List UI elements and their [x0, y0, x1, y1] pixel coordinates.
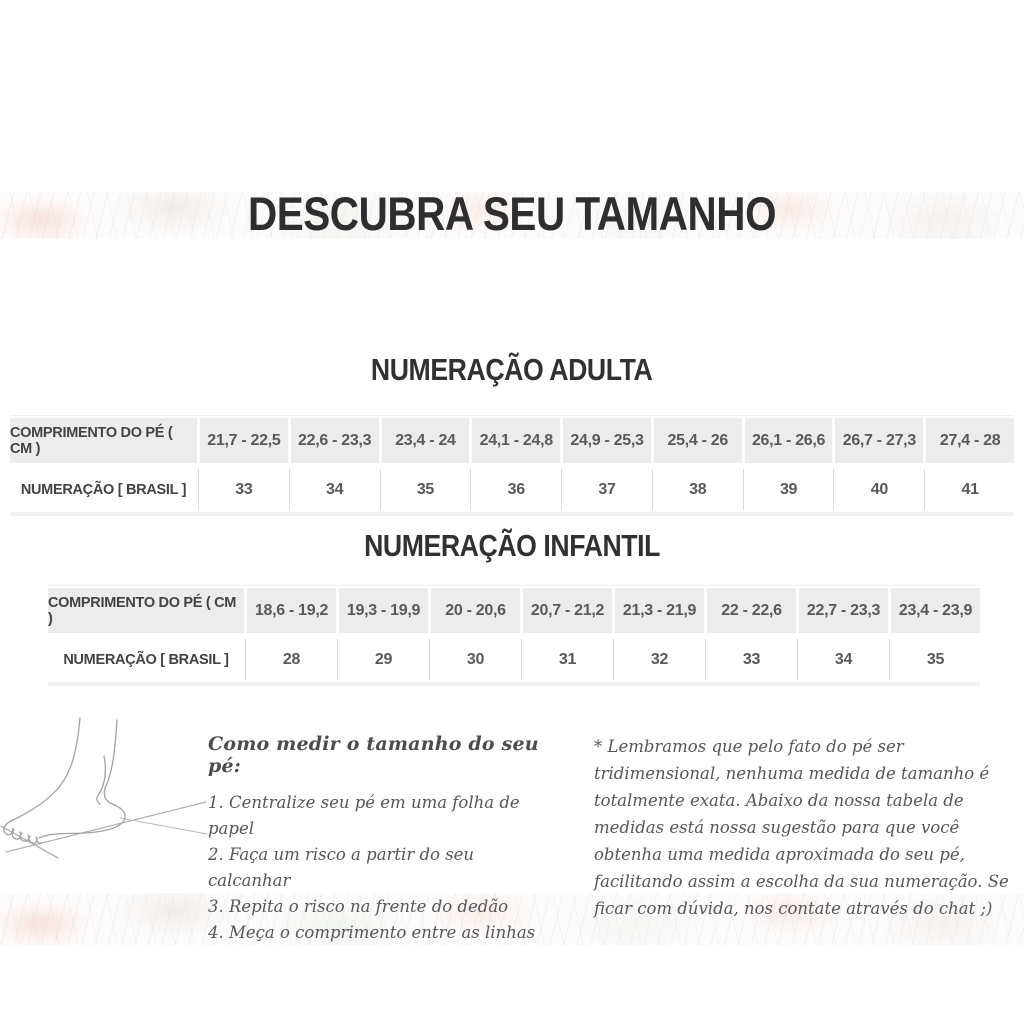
adult-length-cell: 26,1 - 26,6 [745, 418, 833, 463]
kids-size-cell: 28 [247, 637, 336, 682]
kids-size-table [48, 585, 980, 682]
page-title [0, 186, 1024, 241]
how-to-measure-heading: Como medir o tamanho do seu pé: [208, 733, 539, 777]
adult-length-cell: 24,1 - 24,8 [472, 418, 560, 463]
kids-length-row-label: COMPRIMENTO DO PÉ ( CM ) [48, 588, 244, 633]
adult-length-row-label: COMPRIMENTO DO PÉ ( CM ) [10, 418, 197, 463]
adult-length-cell: 26,7 - 27,3 [835, 418, 923, 463]
measure-step-3: 3. Repita o risco na frente do dedão [208, 897, 509, 916]
adult-length-cell: 21,7 - 22,5 [200, 418, 288, 463]
how-to-measure-block [208, 733, 548, 946]
measure-step-4: 4. Meça o comprimento entre as linhas [208, 923, 536, 942]
adult-size-cell: 41 [926, 467, 1014, 512]
adult-size-cell: 39 [745, 467, 833, 512]
kids-length-cell: 22 - 22,6 [707, 588, 796, 633]
kids-length-cell: 23,4 - 23,9 [891, 588, 980, 633]
kids-length-cell: 20,7 - 21,2 [523, 588, 612, 633]
adult-section-heading: NUMERAÇÃO ADULTA [371, 352, 653, 387]
adult-length-cell: 23,4 - 24 [382, 418, 470, 463]
kids-length-cell: 19,3 - 19,9 [339, 588, 428, 633]
adult-length-cell: 27,4 - 28 [926, 418, 1014, 463]
adult-size-row-label: NUMERAÇÃO [ BRASIL ] [10, 467, 197, 512]
kids-size-cell: 33 [707, 637, 796, 682]
kids-section-heading: NUMERAÇÃO INFANTIL [364, 528, 660, 563]
kids-size-cell: 31 [523, 637, 612, 682]
kids-length-cell: 21,3 - 21,9 [615, 588, 704, 633]
kids-size-cell: 32 [615, 637, 704, 682]
adult-size-cell: 33 [200, 467, 288, 512]
adult-size-cell: 38 [654, 467, 742, 512]
kids-size-cell: 35 [891, 637, 980, 682]
kids-length-cell: 20 - 20,6 [431, 588, 520, 633]
kids-size-cell: 29 [339, 637, 428, 682]
kids-length-cell: 18,6 - 19,2 [247, 588, 336, 633]
measure-step-2: 2. Faça um risco a partir do seu calcanhar [208, 845, 475, 890]
adult-size-table [10, 415, 1014, 512]
kids-size-row-label: NUMERAÇÃO [ BRASIL ] [48, 637, 244, 682]
adult-length-cell: 22,6 - 23,3 [291, 418, 379, 463]
kids-size-cell: 30 [431, 637, 520, 682]
adult-size-cell: 36 [472, 467, 560, 512]
adult-length-cell: 24,9 - 25,3 [563, 418, 651, 463]
page-title-text: DESCUBRA SEU TAMANHO [247, 187, 777, 240]
measure-step-1: 1. Centralize seu pé em uma folha de papel [208, 793, 520, 838]
kids-size-cell: 34 [799, 637, 888, 682]
foot-measuring-illustration [0, 714, 210, 886]
adult-length-cell: 25,4 - 26 [654, 418, 742, 463]
adult-size-cell: 34 [291, 467, 379, 512]
adult-size-cell: 35 [382, 467, 470, 512]
adult-size-cell: 37 [563, 467, 651, 512]
kids-length-cell: 22,7 - 23,3 [799, 588, 888, 633]
adult-size-cell: 40 [835, 467, 923, 512]
size-disclaimer-text: * Lembramos que pelo fato do pé ser tridimensional, nenhuma medida de tamanho é totalmente exata. Abaixo da nossa tabela de medidas está nossa sugestão para que você obtenha uma medida aproximada do seu pé, facilitando assim a escolha da sua numeração. Se ficar com dúvida, nos contate através do chat ;) [594, 737, 1009, 918]
